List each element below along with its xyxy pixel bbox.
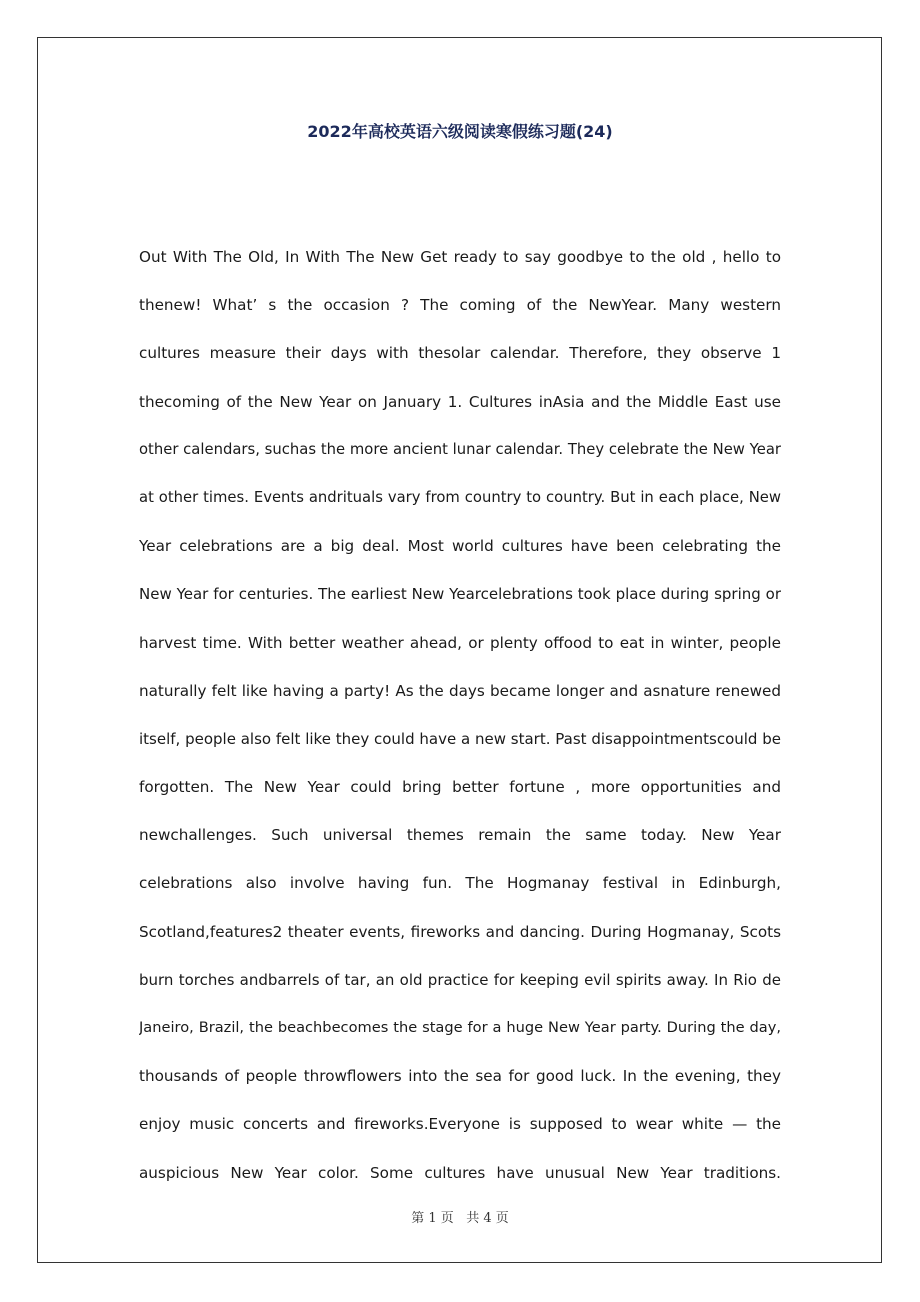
body-line: other calendars, suchas the more ancient lunar calendar. They celebrate the New Year (139, 440, 781, 458)
body-line: naturally felt like having a party! As the days became longer and asnature renewed (139, 681, 781, 700)
body-line: forgotten. The New Year could bring better fortune , more opportunities and (139, 778, 781, 797)
body-line: harvest time. With better weather ahead, or plenty offood to eat in winter, people (139, 633, 781, 652)
body-line: enjoy music concerts and fireworks.Everyone is supposed to wear white — the (139, 1115, 781, 1134)
body-line: Out With The Old, In With The New Get ready to say goodbye to the old , hello to (139, 248, 781, 266)
body-line: Janeiro, Brazil, the beachbecomes the stage for a huge New Year party. During the day, (139, 1019, 781, 1036)
body-line: itself, people also felt like they could have a new start. Past disappointmentscould be (139, 729, 781, 748)
body-line: at other times. Events andrituals vary from country to country. But in each place, New (139, 488, 781, 506)
body-line: thousands of people throwflowers into the sea for good luck. In the evening, they (139, 1067, 781, 1086)
body-line: newchallenges. Such universal themes remain the same today. New Year (139, 826, 781, 845)
document-title: 2022年高校英语六级阅读寒假练习题(24) (307, 122, 613, 141)
body-line: thecoming of the New Year on January 1. Cultures inAsia and the Middle East use (139, 392, 781, 411)
body-line: burn torches andbarrels of tar, an old practice for keeping evil spirits away. In Rio de (139, 970, 781, 989)
body-line: thenew! What’ s the occasion ? The coming of the NewYear. Many western (139, 296, 781, 315)
page-number-footer: 第 1 页 共 4 页 (411, 1211, 509, 1226)
body-line: Scotland,features2 theater events, fireworks and dancing. During Hogmanay, Scots (139, 922, 781, 941)
body-line: celebrations also involve having fun. The Hogmanay festival in Edinburgh, (139, 874, 781, 893)
document-body (139, 233, 781, 1197)
body-line: auspicious New Year color. Some cultures have unusual New Year traditions. (139, 1163, 781, 1182)
body-line: New Year for centuries. The earliest New Yearcelebrations took place during spring or (139, 585, 781, 604)
body-line: Year celebrations are a big deal. Most world cultures have been celebrating the (139, 537, 781, 556)
body-line: cultures measure their days with thesolar calendar. Therefore, they observe 1 (139, 344, 781, 363)
